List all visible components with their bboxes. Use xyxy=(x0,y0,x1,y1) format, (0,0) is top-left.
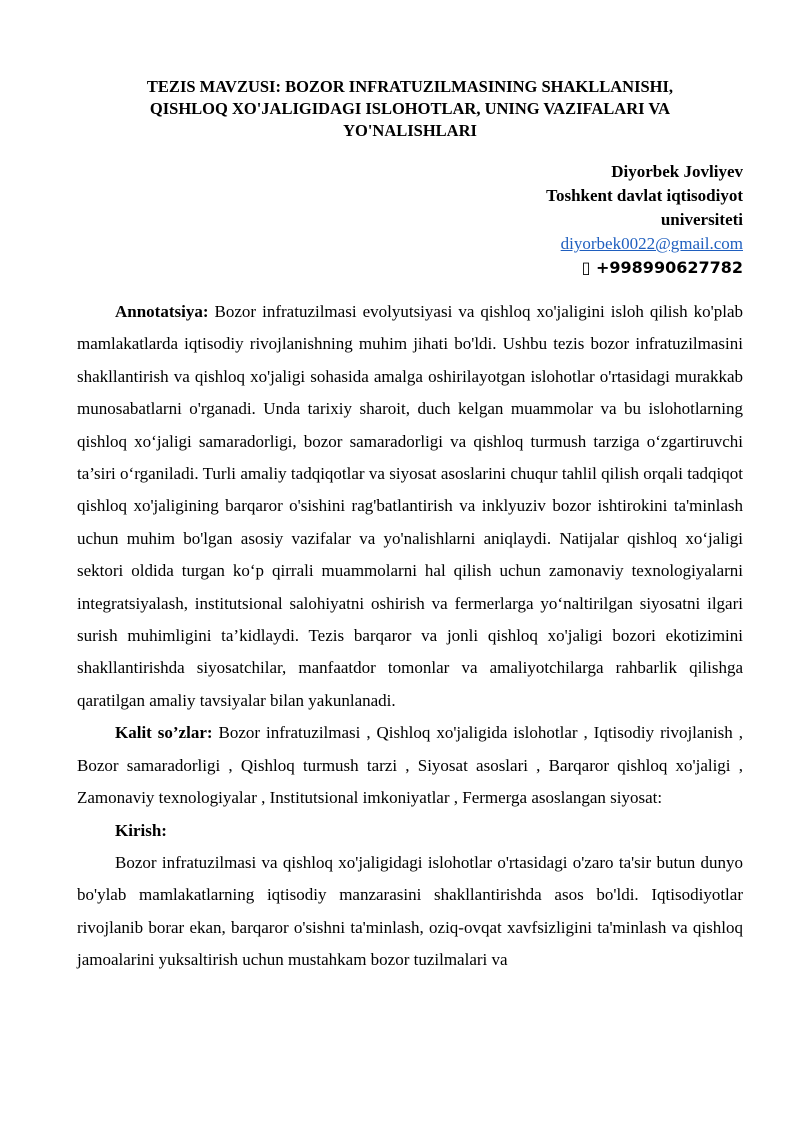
document-page xyxy=(77,76,743,977)
author-email-link[interactable]: diyorbek0022@gmail.com xyxy=(560,234,743,253)
title-line-2: QISHLOQ XO'JALIGIDAGI ISLOHOTLAR, UNING VAZIFALARI VA xyxy=(149,99,671,118)
title-line-1: TEZIS MAVZUSI: BOZOR INFRATUZILMASINING SHAKLLANISHI, xyxy=(146,77,674,96)
author-affiliation-line-2: universiteti xyxy=(660,210,743,229)
annotation-text: Bozor infratuzilmasi evolyutsiyasi va qishloq xo'jaligini isloh qilish ko'plab mamlakatlarda iqtisodiy rivojlanishning muhim jihati bo'ldi. Ushbu tezis bozor infratuzilmasini shakllantirish va qishloq xo'jaligi sohasida amalga oshirilayotgan islohotlar o'rtasidagi murakkab munosabatlarni o'rganadi. Unda tarixiy sharoit, duch kelgan muammolar va bu islohotlarning qishloq xo‘jaligi samaradorligi, bozor samaradorligi va qishloq turmush tarziga o‘zgartiruvchi ta’siri o‘rganiladi. Turli amaliy tadqiqotlar va siyosat asoslarini chuqur tahlil qilish orqali tadqiqot qishloq xo'jaligining barqaror o'sishini rag'batlantirish va inklyuziv bozor ishtirokini ta'minlash uchun muhim bo'lgan asosiy vazifalar va yo'nalishlarni aniqlaydi. Natijalar qishloq xo‘jaligi sektori oldida turgan ko‘p qirrali muammolarni hal qilish uchun zamonaviy texnologiyalarni integratsiyalash, institutsional salohiyatni oshirish va fermerlarga yo‘naltirilgan siyosatni ilgari surish muhimligini ta’kidlaydi. Tezis barqaror va jonli qishloq xo'jaligi bozori ekotizimini shakllantirishda siyosatchilar, manfaatdor tomonlar va amaliyotchilarga rahbarlik qilishga qaratilgan amaliy tavsiyalar bilan yakunlanadi. xyxy=(77,302,743,710)
annotation-paragraph xyxy=(77,296,743,717)
intro-paragraph: Bozor infratuzilmasi va qishloq xo'jaligidagi islohotlar o'rtasidagi o'zaro ta'sir butun dunyo bo'ylab mamlakatlarning iqtisodiy manzarasini shakllantirishda asos bo'ldi. Iqtisodiyotlar rivojlanib borar ekan, barqaror o'sishni ta'minlash, oziq-ovqat xavfsizligini ta'minlash va qishloq jamoalarini yuksaltirish uchun mustahkam bozor tuzilmalari va xyxy=(77,852,743,970)
keywords-text: Bozor infratuzilmasi , Qishloq xo'jaligida islohotlar , Iqtisodiy rivojlanish , Bozor samaradorligi , Qishloq turmush tarzi , Siyosat asoslari , Barqaror qishloq xo'jaligi , Zamonaviy texnologiyalar , Institutsional imkoniyatlar , Fermerga asoslangan siyosat: xyxy=(77,723,743,808)
author-phone xyxy=(77,256,743,280)
intro-heading: Kirish: xyxy=(115,820,167,840)
author-name: Diyorbek Jovliyev xyxy=(611,162,743,181)
keywords-label: Kalit so’zlar: xyxy=(115,723,213,743)
annotation-label: Annotatsiya: xyxy=(115,302,209,321)
keywords-paragraph xyxy=(77,717,743,814)
phone-icon: ▯ xyxy=(581,258,591,277)
title-line-3: YO'NALISHLARI xyxy=(343,121,477,140)
author-block xyxy=(77,160,743,280)
author-phone-number: +998990627782 xyxy=(596,258,743,277)
thesis-title xyxy=(77,76,743,142)
author-affiliation-line-1: Toshkent davlat iqtisodiyot xyxy=(546,186,743,205)
